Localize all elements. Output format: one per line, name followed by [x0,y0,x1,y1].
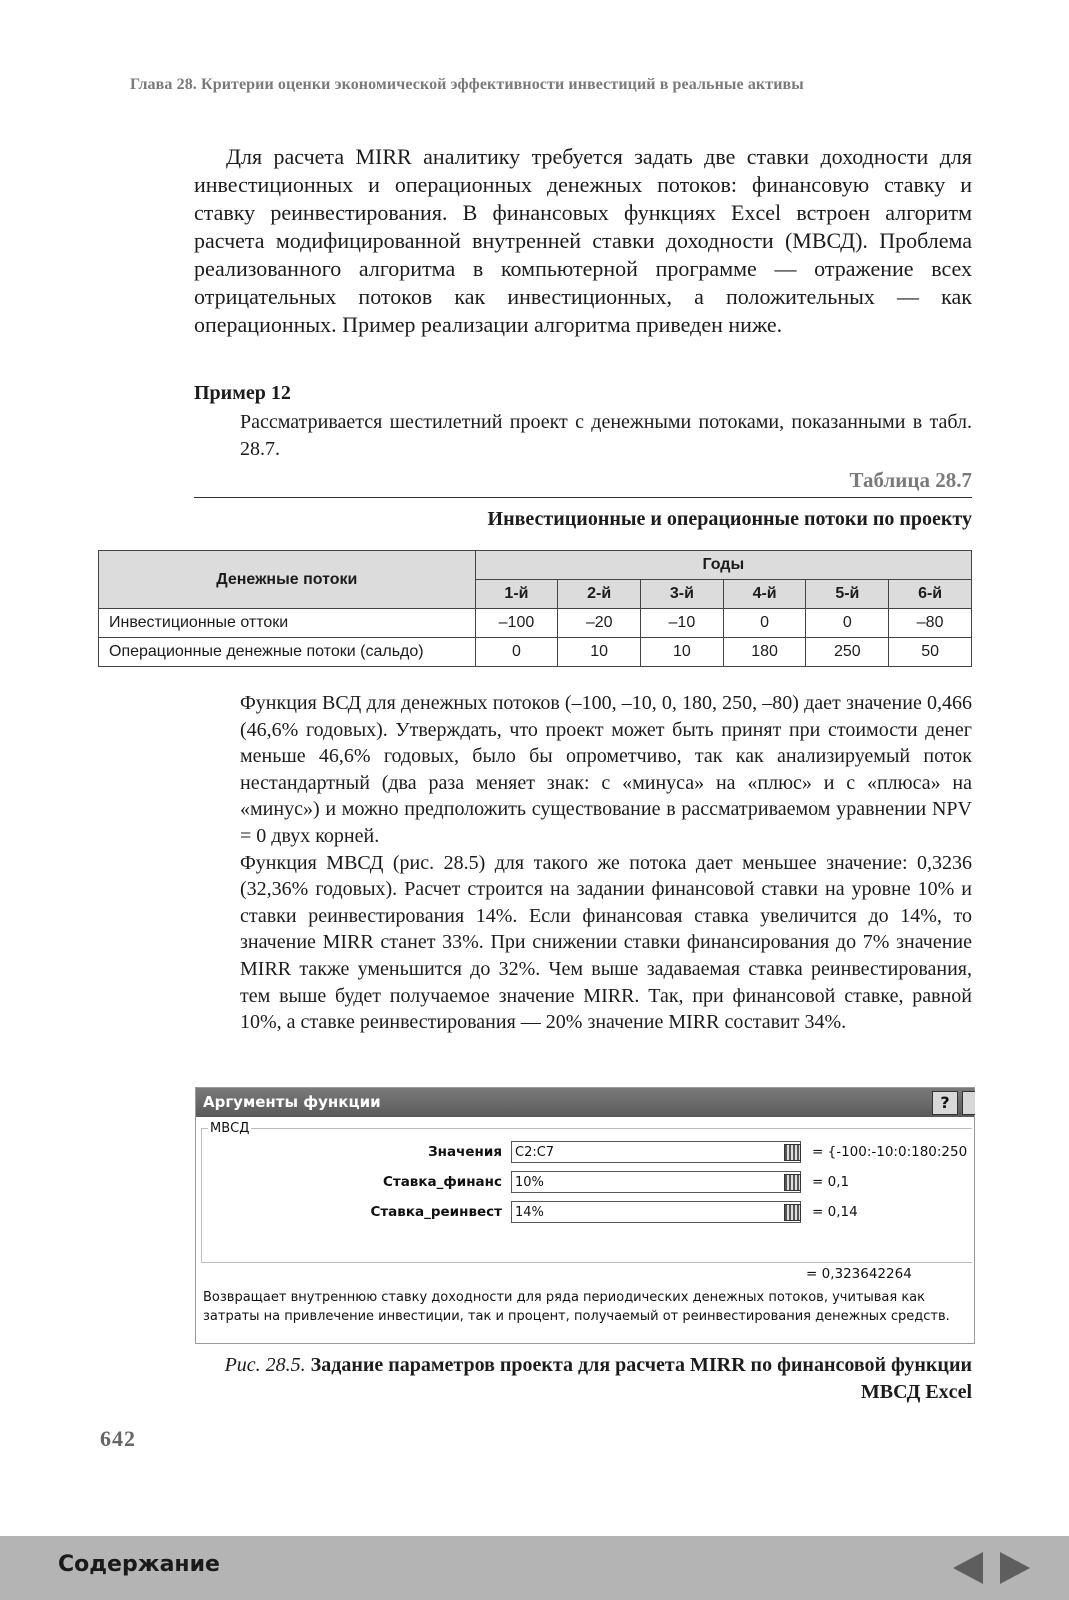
finance-rate-input[interactable]: 10% [511,1171,801,1193]
table-cell: 10 [641,638,724,667]
year-header: 1-й [475,580,558,609]
figure-caption [200,1352,972,1406]
analysis-text [240,690,972,1036]
formula-result: = 0,323642264 [806,1266,912,1282]
help-button[interactable]: ? [932,1091,958,1115]
collapse-dialog-icon[interactable] [784,1174,801,1191]
function-description: Возвращает внутреннюю ставку доходности для ряда периодических денежных потоков, учитывая как затраты на привлечение инвестиции, так и процент, получаемый от реинвестирования денежных средств. [203,1290,950,1324]
year-header: 3-й [641,580,724,609]
table-cell: 0 [806,609,889,638]
arg-label: Ставка_реинвест [370,1204,502,1220]
year-header: 5-й [806,580,889,609]
row-label: Инвестиционные оттоки [99,609,476,638]
table-cell: 50 [889,638,972,667]
table-cell: –100 [475,609,558,638]
figure-number: Рис. 28.5. [224,1354,306,1376]
table-cell: –10 [641,609,724,638]
year-header: 2-й [558,580,641,609]
collapse-dialog-icon[interactable] [784,1204,801,1221]
example-title: Пример 12 [194,382,291,404]
table-label: Таблица 28.7 [849,468,972,492]
arg-result: = 0,1 [812,1174,850,1190]
reinvest-rate-input[interactable]: 14% [511,1201,801,1223]
arg-row-finance-rate [202,1171,972,1195]
table-cell: 250 [806,638,889,667]
table-caption: Инвестиционные и операционные потоки по проекту [487,508,972,530]
running-header: Глава 28. Критерии оценки экономической эффективности инвестиций в реальные активы [130,76,804,93]
intro-paragraph: Для расчета MIRR аналитику требуется задать две ставки доходности для инвестиционных и операционных денежных потоков: финансовую ставку и ставку реинвестирования. В финансовых функциях Excel встроен алгоритм расчета модифицированной внутренней ставки доходности (МВСД). Проблема реализованного алгоритма в компьютерной программе — отражение всех отрицательных потоков как инвестиционных, а положительных — как операционных. Пример реализации алгоритма приведен ниже. [194,144,972,337]
page-number: 642 [100,1426,136,1451]
table-cell: 0 [475,638,558,667]
row-header: Денежные потоки [99,551,476,609]
arg-row-values [202,1141,972,1165]
table-row [99,609,972,638]
table-cell: 180 [723,638,806,667]
years-header: Годы [475,551,971,580]
function-arguments-dialog [195,1087,975,1344]
analysis-paragraph-2: Функция МВСД (рис. 28.5) для такого же потока дает меньшее значение: 0,3236 (32,36% годовых). Расчет строится на задании финансовой ставки на уровне 10% и ставки реинвестирования 14%. Если финансовая ставка увеличится до 14%, то значение MIRR станет 33%. При снижении ставки финансирования до 7% значение MIRR также уменьшится до 32%. Чем выше задаваемая ставка реинвестирования, тем выше будет получаемое значение MIRR. Так, при финансовой ставке, равной 10%, а ставке реинвестирования — 20% значение MIRR составит 34%. [240,851,972,1034]
close-icon[interactable] [962,1091,975,1115]
contents-link[interactable]: Содержание [58,1552,220,1577]
example-text: Рассматривается шестилетний проект с денежными потоками, показанными в табл. 28.7. [240,411,972,460]
arguments-group [201,1121,972,1263]
dialog-title: Аргументы функции [203,1093,381,1111]
arg-result: = {-100:-10:0:180:250 [812,1144,968,1160]
table-cell: 10 [558,638,641,667]
prev-page-icon[interactable] [953,1552,983,1584]
arg-label: Ставка_финанс [382,1174,502,1190]
arg-row-reinvest-rate [202,1201,972,1225]
analysis-paragraph-1: Функция ВСД для денежных потоков (–100, –10, 0, 180, 250, –80) дает значение 0,466 (46,6% годовых). Утверждать, что проект может быть принят при стоимости денег меньше 46,6% годовых, было бы опрометчиво, так как анализируемый поток нестандартный (два раза меняет знак: с «минуса» на «плюс» и с «плюса» на «минус») и можно предположить существование в рассматриваемом уравнении NPV = 0 двух корней. [240,692,972,847]
table-row [99,638,972,667]
arg-result: = 0,14 [812,1204,858,1220]
dialog-titlebar[interactable] [196,1088,974,1117]
year-header: 6-й [889,580,972,609]
table-divider [194,497,972,498]
cashflow-table [98,550,972,667]
table-cell: –80 [889,609,972,638]
table-cell: 0 [723,609,806,638]
figure-caption-text: Задание параметров проекта для расчета MIRR по финансовой функции МВСД Excel [310,1354,972,1403]
collapse-dialog-icon[interactable] [784,1144,801,1161]
footer-bar [0,1536,1069,1600]
values-input[interactable]: C2:C7 [511,1141,801,1163]
row-label: Операционные денежные потоки (сальдо) [99,638,476,667]
arg-label: Значения [428,1144,502,1160]
next-page-icon[interactable] [1000,1552,1030,1584]
year-header: 4-й [723,580,806,609]
group-label: МВСД [210,1121,250,1136]
table-cell: –20 [558,609,641,638]
